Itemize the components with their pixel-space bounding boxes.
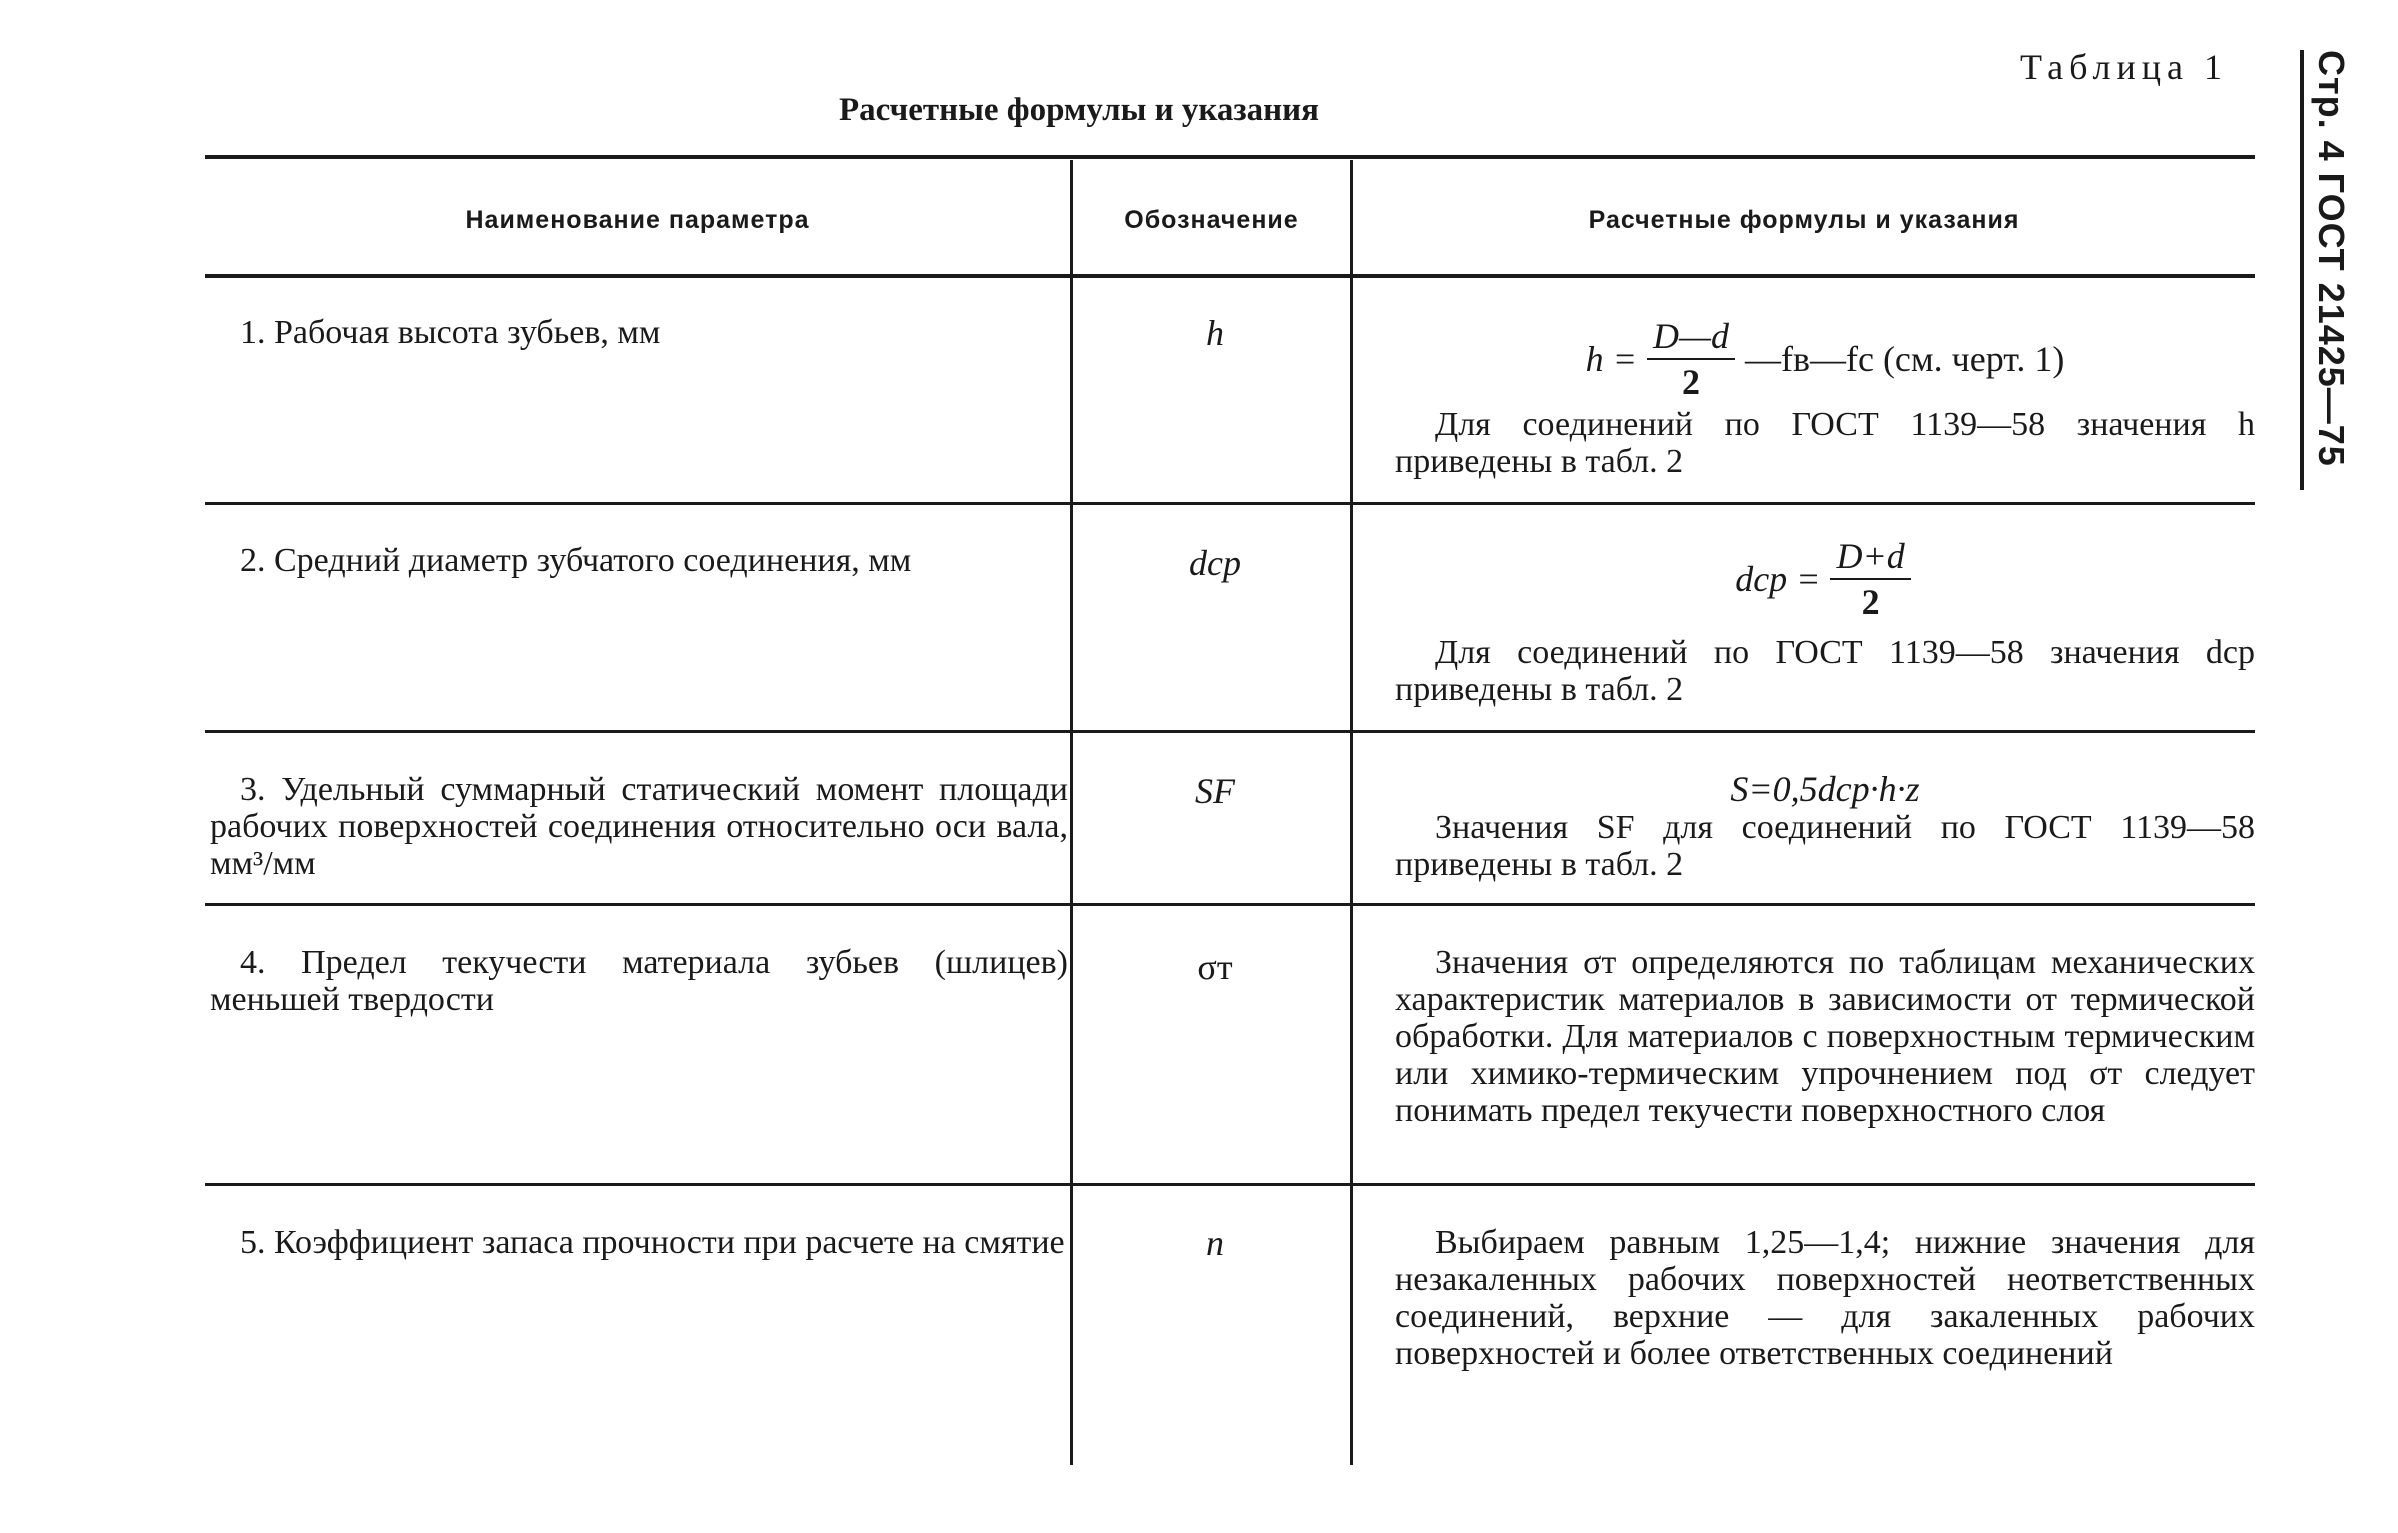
row-4-symbol: σт (1197, 947, 1233, 987)
row-2-formula-lhs: dср = (1735, 559, 1821, 599)
row-2-parameter: 2. Средний диаметр зубчатого соединения, мм (240, 542, 912, 579)
header-formulas: Расчетные формулы и указания (1588, 205, 2020, 234)
row-divider-1 (205, 502, 2255, 505)
row-4-note: Значения σт определяются по таблицам механических характеристик материалов в зависимости от термической обработки. Для материалов с поверхностным термическим или химико-термическим упрочнением под σт следует понимать предел текучести поверхностного слоя (1395, 944, 2255, 1129)
row-1-formula-denominator: 2 (1681, 362, 1700, 402)
row-5-note: Выбираем равным 1,25—1,4; нижние значения для незакаленных рабочих поверхностей неответственных соединений, верхние — для закаленных рабочих поверхностей и более ответственных соединений (1395, 1224, 2255, 1372)
row-1-formula (1395, 318, 2255, 400)
column-divider-2 (1350, 160, 1353, 1465)
row-divider-3 (205, 903, 2255, 906)
row-2-formula-denominator: 2 (1861, 582, 1880, 622)
header-parameter: Наименование параметра (465, 205, 810, 234)
row-3-symbol: SF (1195, 771, 1235, 811)
row-5-symbol: n (1206, 1223, 1224, 1263)
row-divider-4 (205, 1183, 2255, 1186)
row-1-symbol: h (1206, 313, 1224, 353)
side-header-text: Стр. 4 ГОСТ 21425—75 (2311, 50, 2352, 467)
side-header-rule (2300, 50, 2304, 490)
row-2-formula-numerator: D+d (1830, 538, 1910, 580)
row-5-parameter: 5. Коэффициент запаса прочности при расчете на смятие (240, 1224, 1065, 1261)
row-2-symbol: dср (1189, 543, 1241, 583)
table-top-rule (205, 155, 2255, 159)
row-4-parameter: 4. Предел текучести материала зубьев (шлицев) меньшей твердости (210, 944, 1068, 1018)
row-1-formula-rhs: —fв—fс (см. черт. 1) (1744, 339, 2065, 379)
row-2-formula-fraction (1830, 538, 1910, 620)
row-3-note: Значения SF для соединений по ГОСТ 1139—58 приведены в табл. 2 (1395, 809, 2255, 883)
row-3-formula: S=0,5dср·h·z (1730, 769, 1920, 809)
header-bottom-rule (205, 274, 2255, 278)
table-label: Таблица 1 (2020, 47, 2228, 87)
row-1-formula-fraction (1647, 318, 1735, 400)
row-2-note: Для соединений по ГОСТ 1139—58 значения dср приведены в табл. 2 (1395, 634, 2255, 708)
column-divider-1 (1070, 160, 1073, 1465)
side-header (2300, 50, 2360, 490)
row-1-parameter: 1. Рабочая высота зубьев, мм (240, 314, 661, 351)
header-symbol: Обозначение (1124, 205, 1299, 234)
row-3-parameter: 3. Удельный суммарный статический момент площади рабочих поверхностей соединения относительно оси вала, мм³/мм (210, 771, 1068, 882)
row-divider-2 (205, 730, 2255, 733)
row-1-formula-numerator: D—d (1647, 318, 1735, 360)
row-1-note: Для соединений по ГОСТ 1139—58 значения h приведены в табл. 2 (1395, 406, 2255, 480)
table-title: Расчетные формулы и указания (838, 92, 1320, 128)
row-1-formula-lhs: h = (1585, 339, 1637, 379)
row-2-formula (1395, 538, 2255, 620)
